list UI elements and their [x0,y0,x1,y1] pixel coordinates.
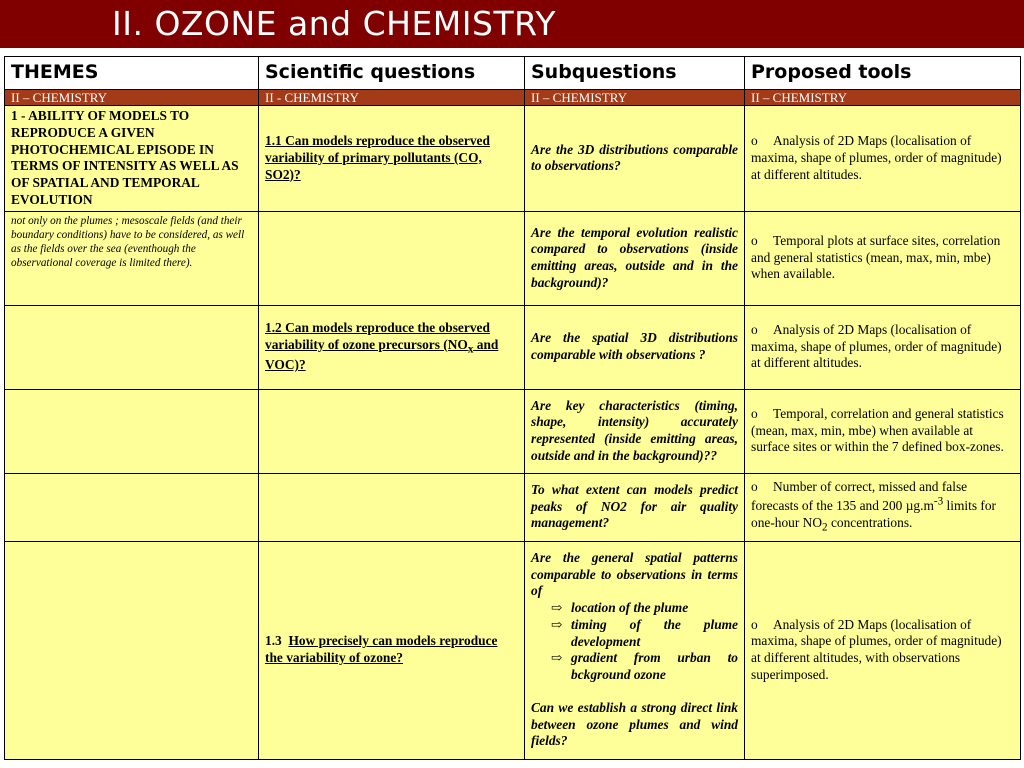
question-subscript: x [467,343,474,356]
subquestion-cell: To what extent can models predict peaks of NO2 for air quality management? [525,473,745,541]
subheader-subquestions: II – CHEMISTRY [525,90,745,106]
bullet-icon: o [751,405,758,421]
tool-cell [745,305,1021,389]
theme-cell-empty [5,305,259,389]
header-row [5,57,1021,90]
question-cell [259,541,525,759]
theme-cell: 1 - ABILITY OF MODELS TO REPRODUCE A GIVEN PHOTOCHEMICAL EPISODE IN TERMS OF INTENSITY AS WELL AS OF SPATIAL AND TEMPORAL EVOLUTION [5,106,259,212]
table-row [5,473,1021,541]
list-item [551,650,738,684]
subheader-themes: II – CHEMISTRY [5,90,259,106]
tool-text-part: concentrations. [827,514,913,530]
table-row [5,106,1021,212]
tool-superscript: -3 [933,495,944,508]
tool-text: Analysis of 2D Maps (localisation of maxima, shape of plumes, order of magnitude) at different altitudes. [751,321,1002,371]
subquestion-cell [525,541,745,759]
bullet-icon: o [751,232,758,248]
table-row [5,305,1021,389]
list-item [551,600,738,617]
bullet-icon: o [751,478,758,494]
table-row [5,211,1021,305]
tool-cell [745,541,1021,759]
bullet-icon: o [751,616,758,632]
tool-text-part: Number of correct, missed and false forecasts of the 135 and 200 µg.m [751,478,968,513]
tool-cell [745,389,1021,473]
subquestion-cell: Are the spatial 3D distributions comparable with observations ? [525,305,745,389]
tool-text: Temporal, correlation and general statistics (mean, max, min, mbe) when available at surface sites or within the 7 defined box-zones. [751,405,1004,455]
subquestion-second: Can we establish a strong direct link between ozone plumes and wind fields? [531,699,738,749]
themes-table [4,56,1021,760]
tool-cell [745,211,1021,305]
header-subquestions: Subquestions [525,57,745,90]
list-item-text: location of the plume [571,600,689,616]
question-number: 1.3 [265,633,282,649]
subquestion-intro: Are the general spatial patterns comparable to observations in terms of [531,549,738,599]
subquestion-cell: Are the 3D distributions comparable to observations? [525,106,745,212]
tool-cell [745,473,1021,541]
theme-cell-empty [5,473,259,541]
question-cell-empty [259,211,525,305]
title-bar [0,0,1024,48]
question-cell [259,106,525,212]
subheader-tools: II – CHEMISTRY [745,90,1021,106]
slide-title: II. OZONE and CHEMISTRY [112,4,557,43]
question-cell [259,305,525,389]
header-proposed-tools: Proposed tools [745,57,1021,90]
theme-cell-empty [5,541,259,759]
tool-text [751,478,996,534]
subheader-row [5,90,1021,106]
table-row [5,541,1021,759]
bullet-icon: o [751,133,758,149]
list-item-text: gradient from urban to bckground ozone [571,650,738,683]
tool-text: Analysis of 2D Maps (localisation of maxima, shape of plumes, order of magnitude) at different altitudes, with observations superimposed. [751,616,1002,682]
theme-cell-empty [5,389,259,473]
tool-text: Temporal plots at surface sites, correlation and general statistics (mean, max, min, mbe) when available. [751,232,1001,282]
header-scientific-questions: Scientific questions [259,57,525,90]
table-row [5,389,1021,473]
subquestion-cell: Are key characteristics (timing, shape, intensity) accurately represented (inside emitting areas, outside and in the background)?? [525,389,745,473]
tool-text: Analysis of 2D Maps (localisation of maxima, shape of plumes, order of magnitude) at different altitudes. [751,133,1002,182]
question-text-part: and VOC)? [265,336,499,373]
subquestion-cell: Are the temporal evolution realistic compared to observations (inside emitting areas, outside and in the background)? [525,211,745,305]
question-cell-empty [259,473,525,541]
bullet-icon: o [751,321,758,337]
question-text: 1.1 Can models reproduce the observed variability of primary pollutants (CO, SO2)? [265,133,490,182]
question-text-part: 1.2 Can models reproduce the observed variability of ozone precursors (NO [265,319,490,352]
arrow-right-icon: ⇨ [551,616,563,632]
question-text: How precisely can models reproduce the variability of ozone? [265,633,498,665]
question-cell-empty [259,389,525,473]
list-item [551,617,738,651]
question-text [265,320,498,372]
header-themes: THEMES [5,57,259,90]
list-item-text: timing of the plume development [571,616,738,649]
subquestion-list [531,600,738,684]
tool-text-part: limits for one-hour NO [751,497,996,530]
arrow-right-icon: ⇨ [551,650,563,666]
theme-note-cell: not only on the plumes ; mesoscale fields (and their boundary conditions) have to be considered, as well as the fields over the sea (eventhough the observational coverage is limited there). [5,211,259,305]
arrow-right-icon: ⇨ [551,600,563,616]
tool-subscript: 2 [822,521,828,534]
subheader-questions: II - CHEMISTRY [259,90,525,106]
tool-cell [745,106,1021,212]
